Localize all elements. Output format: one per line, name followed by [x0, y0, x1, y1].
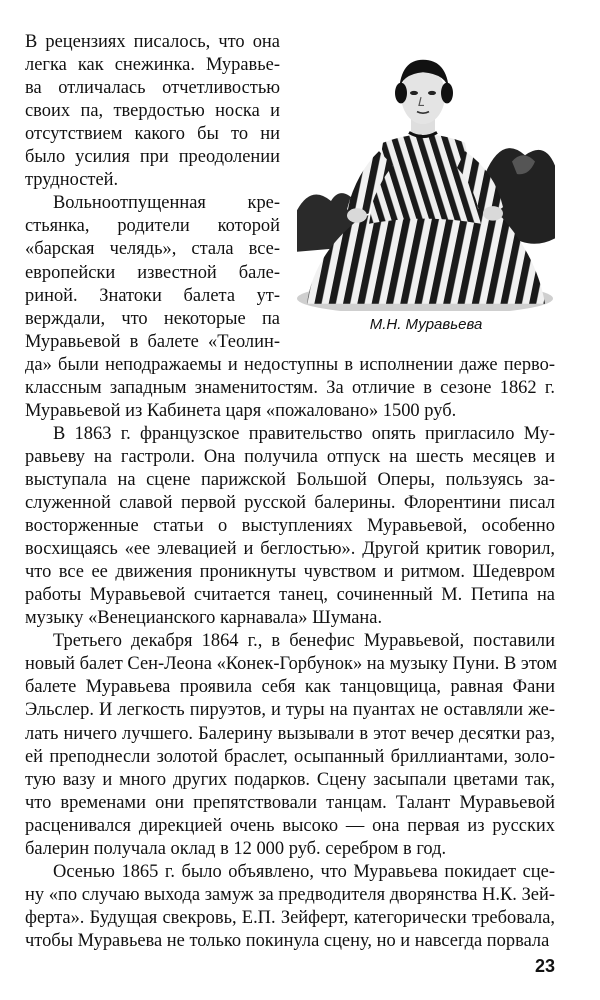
text-line: работы Муравьевой считается танец, сочиненный М. Петипа на — [25, 584, 555, 605]
text-line: восторженные статьи о выступлениях Муравьевой, особенно — [25, 515, 555, 536]
text-line: что все ее движения проникнуты чувством и ритмом. Шедевром — [25, 561, 555, 582]
text-line: что временами они препятствовали танцам. Талант Муравьевой — [25, 791, 555, 812]
text-line: чтобы Муравьева не только покинула сцену, но и навсегда порвала — [25, 929, 550, 950]
text-line: верждали, что некоторые па — [25, 307, 280, 328]
text-line: стьянка, родители которой — [25, 215, 280, 236]
text-line: Муравьевой из Кабинета царя «пожаловано» 1500 руб. — [25, 399, 457, 420]
text-line: лать ничего лучшего. Балерину вызывали в этот вечер десятки раз, — [25, 722, 555, 743]
text-line: Осенью 1865 г. было объявлено, что Муравьева покидает сце- — [53, 860, 555, 881]
text-line: В рецензиях писалось, что она — [25, 31, 280, 51]
text-line: расценивался дирекцией очень высоко — она первая из русских — [25, 814, 555, 835]
text-line: новый балет Сен-Леона «Конек-Горбунок» на музыку Пуни. В этом — [25, 653, 558, 674]
text-line: балете Муравьева проявила себя как танцовщица, равная Фани — [25, 676, 555, 697]
text-line: риной. Знатоки балета ут- — [25, 284, 280, 305]
text-line: трудностей. — [25, 169, 119, 190]
text-line: своих па, твердостью носка и — [25, 100, 280, 121]
text-line: выступала на сцене парижской Большой Оперы, пользуясь за- — [25, 468, 555, 489]
text-line: служенной славой первой русской балерины. Флорентини писал — [25, 492, 555, 512]
text-line: В 1863 г. французское правительство опять пригласило Му- — [53, 422, 555, 443]
text-line: было усилия при преодолении — [25, 146, 280, 167]
text-line: балерин получала оклад в 12 000 руб. серебром в год. — [25, 837, 447, 858]
text-line: Муравьевой в балете «Теолин- — [25, 330, 280, 351]
text-line: классным западным знаменитостям. За отличие в сезоне 1862 г. — [25, 376, 555, 397]
text-line: Вольноотпущенная кре- — [53, 192, 280, 213]
text-line: восхищаясь «ее элевацией и беглостью». Другой критик говорил, — [25, 538, 555, 559]
page-number: 23 — [534, 956, 555, 976]
text-line: отсутствием какого бы то ни — [25, 123, 280, 144]
text-line: тую вазу и много других подарков. Сцену засыпали цветами так, — [25, 768, 555, 789]
text-line: равьеву на гастроли. Она получила отпуск на шесть месяцев и — [25, 445, 555, 466]
text-line: музыку «Венецианского карнавала» Шумана. — [25, 607, 383, 628]
text-line: ферта». Будущая свекровь, Е.П. Зейферт, категорически требовала, — [25, 906, 555, 927]
text-line: Эльслер. И легкость пируэтов, и туры на пуантах не оставляли же- — [25, 699, 555, 720]
text-line: «барская челядь», стала все- — [25, 238, 280, 259]
photo-caption: М.Н. Муравьева — [369, 315, 483, 333]
text-line: Третьего декабря 1864 г., в бенефис Муравьевой, поставили — [53, 630, 555, 651]
text-line: ва отличалась отчетливостью — [25, 77, 280, 98]
portrait-photo — [297, 39, 555, 311]
text-line: ну «по случаю выхода замуж за предводителя дворянства Н.К. Зей- — [25, 883, 555, 904]
text-line: ей преподнесли золотой браслет, осыпанный бриллиантами, золо- — [25, 745, 555, 766]
text-line: европейски известной бале- — [25, 261, 280, 282]
text-line: легка как снежинка. Муравье- — [25, 54, 280, 75]
text-line: да» были неподражаемы и недоступны в исполнении даже перво- — [25, 353, 555, 374]
